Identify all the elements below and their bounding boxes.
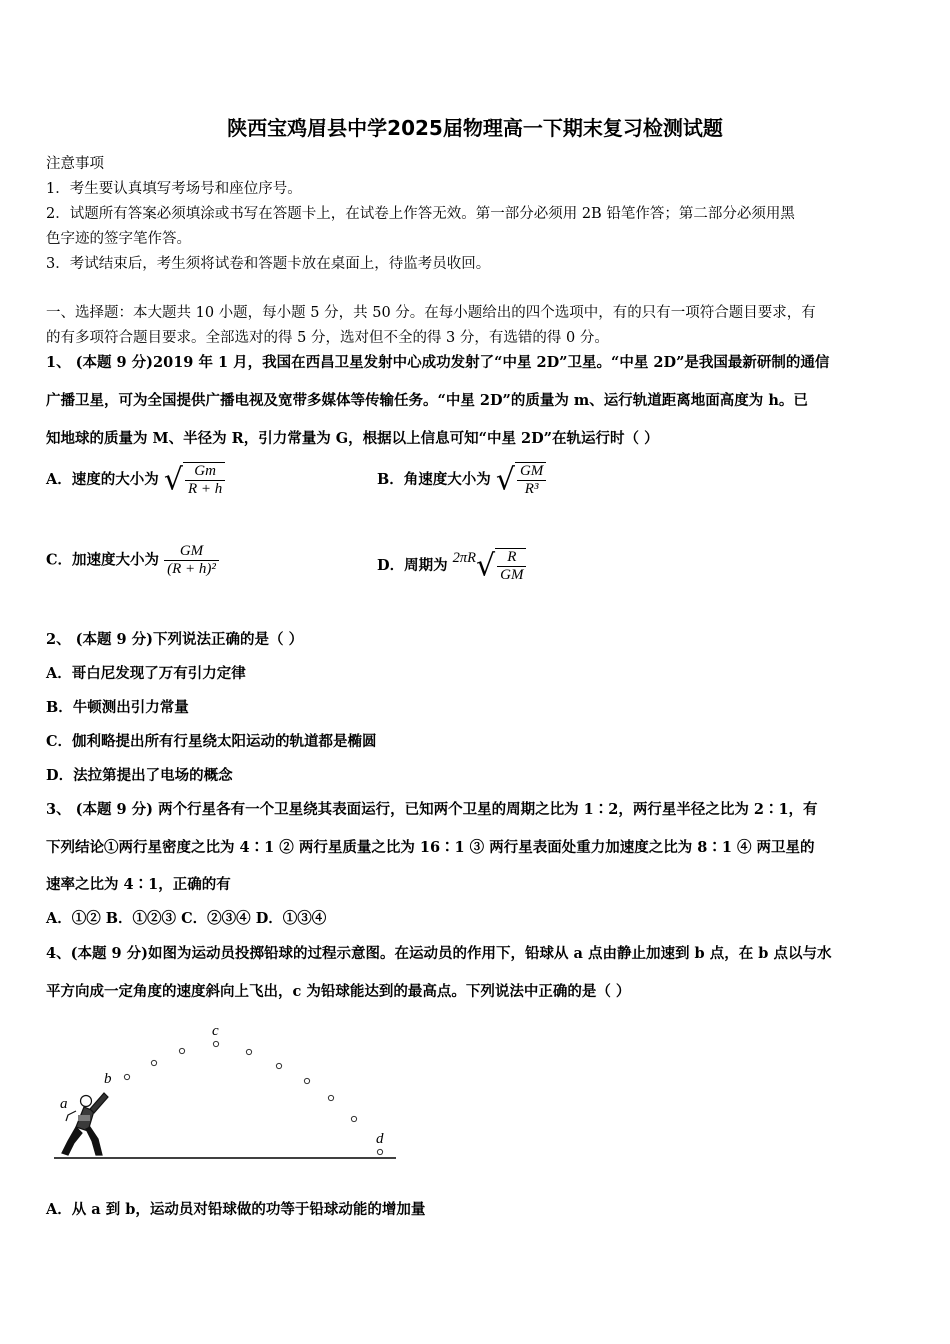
q4-option-a[interactable]: A．从 a 到 b，运动员对铅球做的功等于铅球动能的增加量 [46, 1201, 426, 1218]
sqrt-expression: √ $\frac{R}{GM}$ [476, 548, 526, 584]
option-label: D．周期为 [377, 557, 448, 574]
q1-option-a[interactable] [46, 462, 225, 498]
q2-stem: 2、 (本题 9 分)下列说法正确的是（ ） [46, 631, 304, 648]
label-b: b [104, 1071, 112, 1087]
trajectory-point [328, 1095, 333, 1100]
fraction-denominator: R³ [524, 481, 539, 497]
q1-stem: 知地球的质量为 M、半径为 R，引力常量为 G，根据以上信息可知“中星 2D”在轨运行时（ ） [46, 430, 659, 447]
fraction-numerator: GM [517, 463, 546, 481]
q4-stem: 平方向成一定角度的速度斜向上飞出，c 为铅球能达到的最高点。下列说法中正确的是（ ） [46, 983, 631, 1000]
q2-option-b[interactable]: B．牛顿测出引力常量 [46, 699, 189, 716]
q2-option-c[interactable]: C．伽利略提出所有行星绕太阳运动的轨道都是椭圆 [46, 733, 377, 750]
q2-option-d[interactable]: D．法拉第提出了电场的概念 [46, 767, 233, 784]
label-d: d [376, 1131, 384, 1147]
notice-item: 色字迹的签字笔作答。 [46, 231, 191, 247]
fraction-denominator: GM [500, 567, 524, 583]
notice-item: 1．考生要认真填写考场号和座位序号。 [46, 181, 302, 197]
notice-heading: 注意事项 [46, 156, 104, 172]
sqrt-expression: √ $\frac{GM}{\text{R³}}$ [496, 462, 546, 498]
trajectory-point [276, 1063, 281, 1068]
section-instructions: 一、选择题：本大题共 10 小题，每小题 5 分，共 50 分。在每小题给出的四个选项中，有的只有一项符合题目要求，有 [46, 305, 816, 321]
q3-options[interactable]: A．①② B．①②③ C．②③④ D．①③④ [46, 910, 327, 927]
trajectory-point [246, 1049, 251, 1054]
fraction-numerator: Gm [185, 463, 225, 481]
trajectory-point-d [377, 1149, 382, 1154]
q1-option-c[interactable] [46, 543, 219, 578]
q2-option-a[interactable]: A．哥白尼发现了万有引力定律 [46, 665, 246, 682]
trajectory-points [124, 1041, 382, 1154]
label-c: c [212, 1023, 219, 1039]
q3-stem: 速率之比为 4∶1，正确的有 [46, 876, 231, 893]
fraction-numerator: GM [164, 543, 219, 561]
fraction-numerator: R [497, 549, 526, 567]
q1-option-d[interactable] [377, 548, 526, 584]
q1-stem: 1、 (本题 9 分)2019 年 1 月，我国在西昌卫星发射中心成功发射了“中星 2D”卫星。“中星 2D”是我国最新研制的通信 [46, 354, 830, 371]
trajectory-point [351, 1116, 356, 1121]
q4-stem: 4、(本题 9 分)如图为运动员投掷铅球的过程示意图。在运动员的作用下，铅球从 a 点由静止加速到 b 点，在 b 点以与水 [46, 945, 832, 962]
shot-put-diagram [46, 1015, 406, 1165]
trajectory-point [124, 1074, 129, 1079]
sqrt-expression: √ $\frac{Gm}{R + h}$ [164, 462, 225, 498]
fraction [164, 543, 219, 578]
page-title: 陕西宝鸡眉县中学2025届物理高一下期末复习检测试题 [227, 116, 723, 140]
trajectory-point-c [213, 1041, 218, 1046]
fraction-denominator: R + h [187, 481, 223, 497]
option-label: B．角速度大小为 [377, 471, 491, 488]
option-label: C．加速度大小为 [46, 551, 160, 569]
q1-stem: 广播卫星，可为全国提供广播电视及宽带多媒体等传输任务。“中星 2D”的质量为 m、运行轨道距离地面高度为 h。已 [46, 392, 808, 409]
section-instructions: 的有多项符合题目要求。全部选对的得 5 分，选对但不全的得 3 分，有选错的得 0 分。 [46, 330, 609, 346]
trajectory-point [304, 1078, 309, 1083]
athlete-figure [62, 1093, 108, 1155]
fraction-denominator: (R + h)² [167, 561, 216, 577]
trajectory-point [179, 1048, 184, 1053]
coefficient: 2πR [452, 550, 477, 566]
q3-stem: 下列结论①两行星密度之比为 4∶1 ② 两行星质量之比为 16∶1 ③ 两行星表面处重力加速度之比为 8∶1 ④ 两卫星的 [46, 839, 815, 856]
trajectory-point [151, 1060, 156, 1065]
notice-item: 3．考试结束后，考生须将试卷和答题卡放在桌面上，待监考员收回。 [46, 256, 491, 272]
notice-item: 2．试题所有答案必须填涂或书写在答题卡上，在试卷上作答无效。第一部分必须用 2B 铅笔作答；第二部分必须用黑 [46, 206, 795, 222]
option-label: A．速度的大小为 [46, 471, 159, 488]
q1-option-b[interactable] [377, 462, 546, 498]
label-a: a [60, 1096, 68, 1112]
q3-stem: 3、 (本题 9 分) 两个行星各有一个卫星绕其表面运行，已知两个卫星的周期之比为 1∶2，两行星半径之比为 2∶1，有 [46, 801, 818, 818]
